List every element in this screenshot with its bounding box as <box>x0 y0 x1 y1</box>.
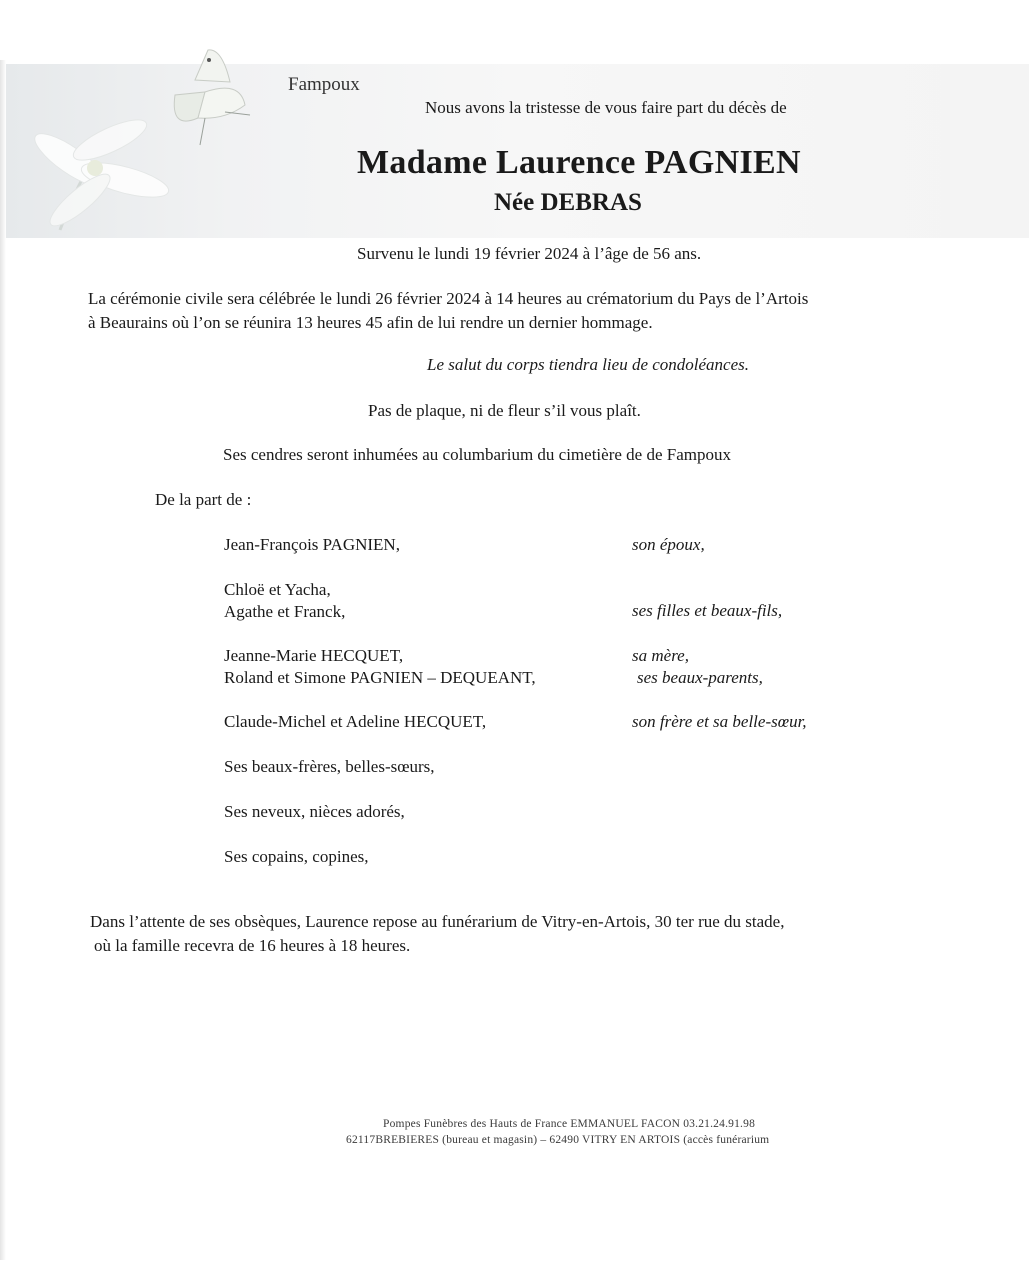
family-name: Agathe et Franck, <box>224 602 346 621</box>
family-relation: son frère et sa belle-sœur, <box>632 712 807 731</box>
footer-address: 62117BREBIERES (bureau et magasin) – 62490 VITRY EN ARTOIS (accès funérarium <box>346 1134 770 1146</box>
family-name: Claude-Michel et Adeline HECQUET, <box>224 712 487 731</box>
closing-line-1: Dans l’attente de ses obsèques, Laurence repose au funérarium de Vitry-en-Artois, 30 ter rue du stade, <box>90 912 785 931</box>
condolences-note: Le salut du corps tiendra lieu de condoléances. <box>427 355 750 374</box>
flower-icon <box>28 112 172 233</box>
intro-text: Nous avons la tristesse de vous faire part du décès de <box>425 98 787 117</box>
family-relation: son époux, <box>632 535 705 554</box>
ceremony-line-1: La cérémonie civile sera célébrée le lundi 26 février 2024 à 14 heures au crématorium du Pays de l’Artois <box>88 289 809 308</box>
family-relation: ses filles et beaux-fils, <box>632 601 783 620</box>
no-flowers-note: Pas de plaque, ni de fleur s’il vous plaît. <box>368 401 641 420</box>
family-name: Jean-François PAGNIEN, <box>224 535 400 554</box>
flower-butterfly-illustration <box>0 20 280 250</box>
deceased-name: Madame Laurence PAGNIEN <box>357 144 801 181</box>
closing-line-2: où la famille recevra de 16 heures à 18 heures. <box>94 936 411 955</box>
butterfly-icon <box>174 50 250 145</box>
family-relation: ses beaux-parents, <box>637 668 763 687</box>
ashes-note: Ses cendres seront inhumées au columbarium du cimetière de de Fampoux <box>223 445 731 464</box>
family-name: Jeanne-Marie HECQUET, <box>224 646 404 665</box>
place-name: Fampoux <box>288 74 360 95</box>
death-date-line: Survenu le lundi 19 février 2024 à l’âge de 56 ans. <box>357 244 702 263</box>
from-label: De la part de : <box>155 490 252 509</box>
footer-company: Pompes Funèbres des Hauts de France EMMANUEL FACON 03.21.24.91.98 <box>383 1118 756 1130</box>
birth-name: Née DEBRAS <box>494 189 642 216</box>
family-name: Ses beaux-frères, belles-sœurs, <box>224 757 435 776</box>
family-relation: sa mère, <box>632 646 689 665</box>
family-name: Ses copains, copines, <box>224 847 369 866</box>
family-name: Ses neveux, nièces adorés, <box>224 802 405 821</box>
family-name: Roland et Simone PAGNIEN – DEQUEANT, <box>224 668 536 687</box>
family-name: Chloë et Yacha, <box>224 580 331 599</box>
ceremony-line-2: à Beaurains où l’on se réunira 13 heures 45 afin de lui rendre un dernier hommage. <box>88 313 653 332</box>
